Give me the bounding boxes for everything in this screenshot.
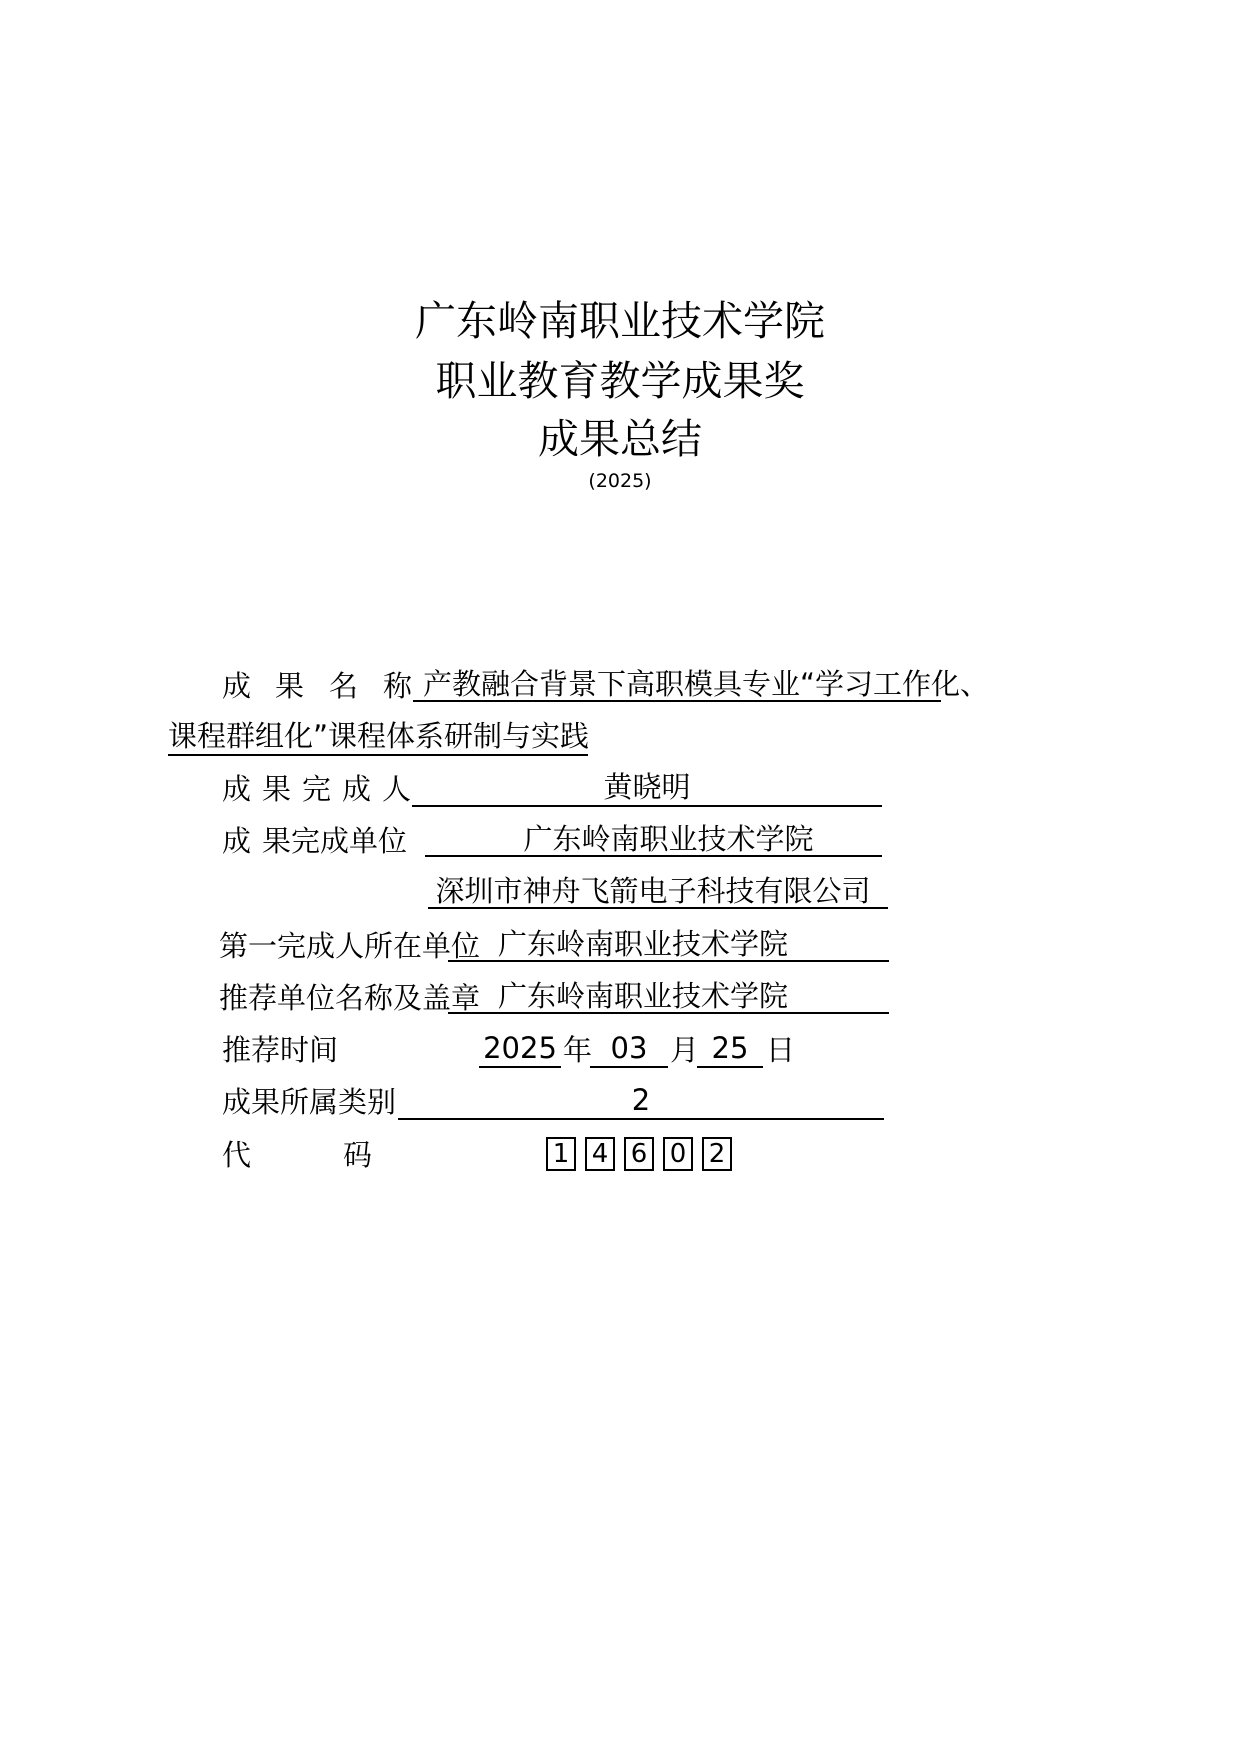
time-month-value: 03 <box>590 1030 668 1068</box>
completer-label-char: 人 <box>382 772 412 806</box>
code-boxes <box>546 1137 746 1173</box>
category-value: 2 <box>398 1082 884 1120</box>
name-label-char: 成 <box>222 669 252 703</box>
time-year-value: 2025 <box>479 1030 561 1068</box>
time-day-unit: 日 <box>766 1033 796 1067</box>
institution-title: 广东岭南职业技术学院 <box>415 297 825 345</box>
first-unit-value: 广东岭南职业技术学院 <box>448 926 889 962</box>
completer-label-char: 果 <box>262 772 292 806</box>
time-label: 推荐时间 <box>222 1033 339 1067</box>
code-digit-box: 1 <box>546 1137 576 1171</box>
completing-unit-value-2: 深圳市神舟飞箭电子科技有限公司 <box>428 873 888 909</box>
award-title: 职业教育教学成果奖 <box>435 357 805 405</box>
code-label-char: 代 <box>222 1138 252 1172</box>
category-label: 成果所属类别 <box>222 1085 397 1119</box>
code-label-char: 码 <box>343 1138 373 1172</box>
completer-label-char: 成 <box>222 772 252 806</box>
first-unit-label: 第一完成人所在单位 <box>219 929 481 963</box>
achievement-name-value-line2: 课程群组化”课程体系研制与实践 <box>168 718 588 756</box>
code-digit-box: 6 <box>624 1137 654 1171</box>
recommender-value: 广东岭南职业技术学院 <box>448 978 889 1014</box>
completer-label-char: 成 <box>342 772 372 806</box>
document-type-title: 成果总结 <box>538 415 702 463</box>
time-day-value: 25 <box>697 1030 763 1068</box>
unit-label-part: 果完成单位 <box>262 824 408 858</box>
completer-value: 黄晓明 <box>412 769 882 807</box>
unit-label-part: 成 <box>222 824 252 858</box>
code-digit-box: 4 <box>585 1137 615 1171</box>
year: (2025) <box>588 470 652 492</box>
completing-unit-value-1: 广东岭南职业技术学院 <box>425 821 882 857</box>
code-digit-box: 0 <box>663 1137 693 1171</box>
achievement-name-value-line1: 产教融合背景下高职模具专业“学习工作化、 <box>413 666 941 702</box>
name-label-char: 名 <box>329 669 359 703</box>
time-month-unit: 月 <box>670 1033 700 1067</box>
recommender-label: 推荐单位名称及盖章 <box>219 981 481 1015</box>
name-label-char: 果 <box>275 669 305 703</box>
time-year-unit: 年 <box>563 1033 593 1067</box>
code-digit-box: 2 <box>702 1137 732 1171</box>
name-label-char: 称 <box>383 669 413 703</box>
completer-label-char: 完 <box>302 772 332 806</box>
